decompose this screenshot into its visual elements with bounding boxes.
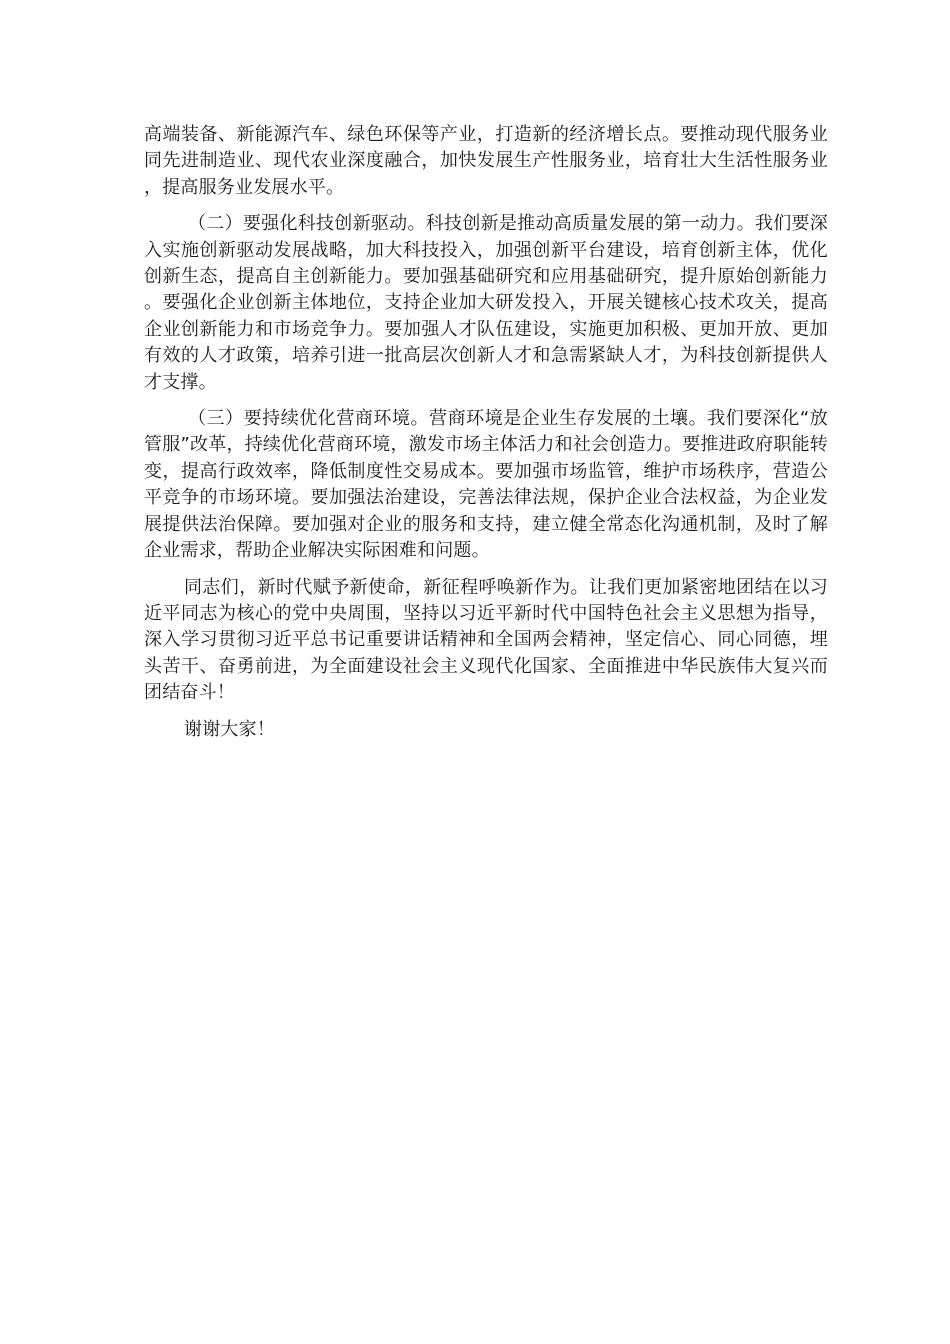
- document-body: [144, 122, 828, 753]
- paragraph-closing-call: 同志们，新时代赋予新使命，新征程呼唤新作为。让我们更加紧密地团结在以习近平同志为核心的党中央周围，坚持以习近平新时代中国特色社会主义思想为指导，深入学习贯彻习近平总书记重要讲话精神和全国两会精神，坚定信心、同心同德，埋头苦干、奋勇前进，为全面建设社会主义现代化国家、全面推进中华民族伟大复兴而团结奋斗！: [144, 576, 828, 704]
- paragraph-industry-continuation: 高端装备、新能源汽车、绿色环保等产业，打造新的经济增长点。要推动现代服务业同先进制造业、现代农业深度融合，加快发展生产性服务业，培育壮大生活性服务业，提高服务业发展水平。: [144, 124, 828, 198]
- paragraph-thanks: 谢谢大家！: [184, 718, 275, 740]
- paragraph-tech-innovation: （二）要强化科技创新驱动。科技创新是推动高质量发展的第一动力。我们要深入实施创新驱动发展战略，加大科技投入，加强创新平台建设，培育创新主体，优化创新生态，提高自主创新能力。要加强基础研究和应用基础研究，提升原始创新能力。要强化企业创新主体地位，支持企业加大研发投入，开展关键核心技术攻关，提高企业创新能力和市场竞争力。要加强人才队伍建设，实施更加积极、更加开放、更加有效的人才政策，培养引进一批高层次创新人才和急需紧缺人才，为科技创新提供人才支撑。: [144, 213, 828, 393]
- paragraph-business-environment: （三）要持续优化营商环境。营商环境是企业生存发展的土壤。我们要深化“放管服”改革，持续优化营商环境，激发市场主体活力和社会创造力。要推进政府职能转变，提高行政效率，降低制度性交易成本。要加强市场监管，维护市场秩序，营造公平竞争的市场环境。要加强法治建设，完善法律法规，保护企业合法权益，为企业发展提供法治保障。要加强对企业的服务和支持，建立健全常态化沟通机制，及时了解企业需求，帮助企业解决实际困难和问题。: [144, 408, 828, 562]
